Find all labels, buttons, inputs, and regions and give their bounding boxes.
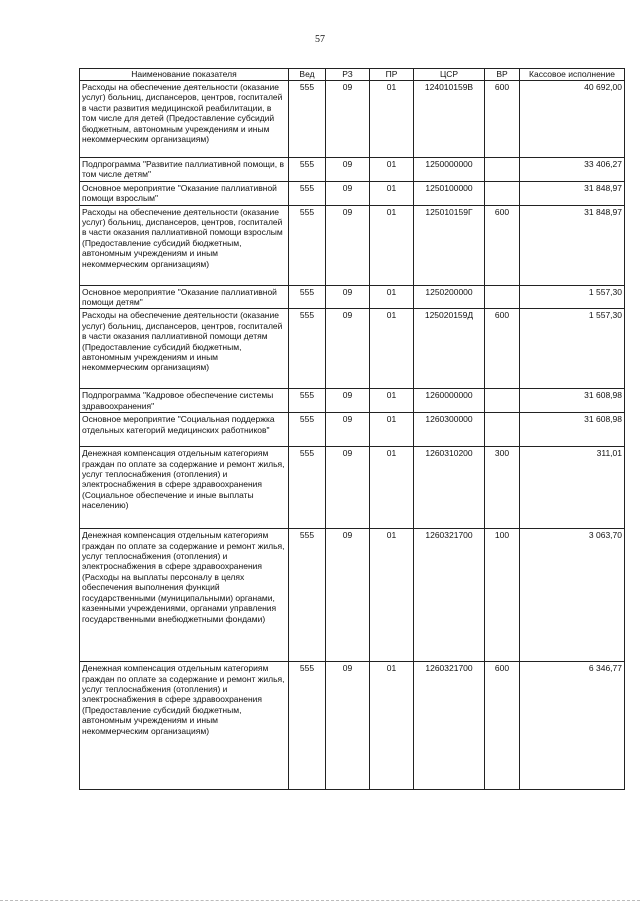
row-name: Расходы на обеспечение деятельности (оказание услуг) больниц, диспансеров, центров, госпиталей в части развития медицинской реабилитации, в том числе для детей (Предоставление субсидий бюджетным, автономным учреждениям и иным некоммерческим организациям) (80, 81, 289, 158)
row-csr: 1250000000 (414, 158, 485, 182)
row-vr: 600 (485, 662, 520, 790)
row-amount: 6 346,77 (520, 662, 625, 790)
row-pr: 01 (370, 81, 414, 158)
row-rz: 09 (326, 529, 370, 662)
row-name: Основное мероприятие "Социальная поддержка отдельных категорий медицинских работников" (80, 413, 289, 447)
row-csr: 124010159В (414, 81, 485, 158)
row-ved: 555 (289, 447, 326, 529)
row-name: Денежная компенсация отдельным категориям граждан по оплате за содержание и ремонт жилья, услуг теплоснабжения (отопления) и электроснабжения в сфере здравоохранения (Расходы на выплаты персоналу в целях обеспечения выполнения функций государственными (муниципальными) органами, казенными учреждениями, органами управления государственными внебюджетными фондами) (80, 529, 289, 662)
row-ved: 555 (289, 81, 326, 158)
row-rz: 09 (326, 309, 370, 389)
row-rz: 09 (326, 662, 370, 790)
row-csr: 125010159Г (414, 205, 485, 285)
row-pr: 01 (370, 285, 414, 309)
row-name: Подпрограмма "Кадровое обеспечение системы здравоохранения" (80, 389, 289, 413)
row-vr: 600 (485, 205, 520, 285)
row-pr: 01 (370, 529, 414, 662)
table-row (80, 662, 625, 790)
table-row (80, 413, 625, 447)
row-name: Подпрограмма "Развитие паллиативной помощи, в том числе детям" (80, 158, 289, 182)
row-vr: 600 (485, 309, 520, 389)
row-csr: 1260300000 (414, 413, 485, 447)
row-amount: 311,01 (520, 447, 625, 529)
row-rz: 09 (326, 447, 370, 529)
table-header-row (80, 69, 625, 81)
row-rz: 09 (326, 205, 370, 285)
row-csr: 1260321700 (414, 662, 485, 790)
page-bottom-edge (0, 900, 640, 901)
row-amount: 3 063,70 (520, 529, 625, 662)
row-pr: 01 (370, 389, 414, 413)
row-vr: 600 (485, 81, 520, 158)
row-ved: 555 (289, 181, 326, 205)
row-pr: 01 (370, 205, 414, 285)
table-row (80, 309, 625, 389)
row-vr (485, 285, 520, 309)
row-name: Денежная компенсация отдельным категориям граждан по оплате за содержание и ремонт жилья, услуг теплоснабжения (отопления) и электроснабжения в сфере здравоохранения (Предоставление субсидий бюджетным, автономным учреждениям и иным некоммерческим организациям) (80, 662, 289, 790)
row-csr: 1250100000 (414, 181, 485, 205)
budget-execution-table (79, 68, 625, 790)
row-name: Расходы на обеспечение деятельности (оказание услуг) больниц, диспансеров, центров, госпиталей в части оказания паллиативной помощи взрослым (Предоставление субсидий бюджетным, автономным учреждениям и иным некоммерческим организациям) (80, 205, 289, 285)
row-ved: 555 (289, 285, 326, 309)
row-vr (485, 158, 520, 182)
header-amount: Кассовое исполнение (520, 69, 625, 81)
table-row (80, 181, 625, 205)
row-vr (485, 413, 520, 447)
header-vr: ВР (485, 69, 520, 81)
row-amount: 31 848,97 (520, 181, 625, 205)
row-rz: 09 (326, 181, 370, 205)
table-row (80, 205, 625, 285)
row-csr: 125020159Д (414, 309, 485, 389)
row-pr: 01 (370, 413, 414, 447)
row-vr: 100 (485, 529, 520, 662)
header-csr: ЦСР (414, 69, 485, 81)
row-name: Денежная компенсация отдельным категориям граждан по оплате за содержание и ремонт жилья, услуг теплоснабжения (отопления) и электроснабжения в сфере здравоохранения (Социальное обеспечение и иные выплаты населению) (80, 447, 289, 529)
row-pr: 01 (370, 309, 414, 389)
row-ved: 555 (289, 205, 326, 285)
header-rz: РЗ (326, 69, 370, 81)
row-ved: 555 (289, 529, 326, 662)
table-row (80, 529, 625, 662)
table-row (80, 158, 625, 182)
page-number: 57 (315, 34, 325, 45)
row-ved: 555 (289, 158, 326, 182)
row-vr (485, 389, 520, 413)
row-rz: 09 (326, 389, 370, 413)
table-row (80, 447, 625, 529)
table-row (80, 81, 625, 158)
header-pr: ПР (370, 69, 414, 81)
header-ved: Вед (289, 69, 326, 81)
row-pr: 01 (370, 662, 414, 790)
row-name: Основное мероприятие "Оказание паллиативной помощи детям" (80, 285, 289, 309)
row-amount: 31 848,97 (520, 205, 625, 285)
row-amount: 31 608,98 (520, 389, 625, 413)
row-amount: 33 406,27 (520, 158, 625, 182)
table-row (80, 285, 625, 309)
row-csr: 1260310200 (414, 447, 485, 529)
row-csr: 1260000000 (414, 389, 485, 413)
row-pr: 01 (370, 447, 414, 529)
row-ved: 555 (289, 389, 326, 413)
row-amount: 1 557,30 (520, 309, 625, 389)
row-vr (485, 181, 520, 205)
row-ved: 555 (289, 413, 326, 447)
header-name: Наименование показателя (80, 69, 289, 81)
row-ved: 555 (289, 662, 326, 790)
row-csr: 1250200000 (414, 285, 485, 309)
row-amount: 1 557,30 (520, 285, 625, 309)
row-rz: 09 (326, 413, 370, 447)
row-rz: 09 (326, 285, 370, 309)
row-rz: 09 (326, 158, 370, 182)
row-amount: 31 608,98 (520, 413, 625, 447)
row-amount: 40 692,00 (520, 81, 625, 158)
row-ved: 555 (289, 309, 326, 389)
row-pr: 01 (370, 158, 414, 182)
row-csr: 1260321700 (414, 529, 485, 662)
row-vr: 300 (485, 447, 520, 529)
row-name: Расходы на обеспечение деятельности (оказание услуг) больниц, диспансеров, центров, госпиталей в части оказания паллиативной помощи детям (Предоставление субсидий бюджетным, автономным учреждениям и иным некоммерческим организациям) (80, 309, 289, 389)
row-name: Основное мероприятие "Оказание паллиативной помощи взрослым" (80, 181, 289, 205)
row-pr: 01 (370, 181, 414, 205)
table-row (80, 389, 625, 413)
row-rz: 09 (326, 81, 370, 158)
